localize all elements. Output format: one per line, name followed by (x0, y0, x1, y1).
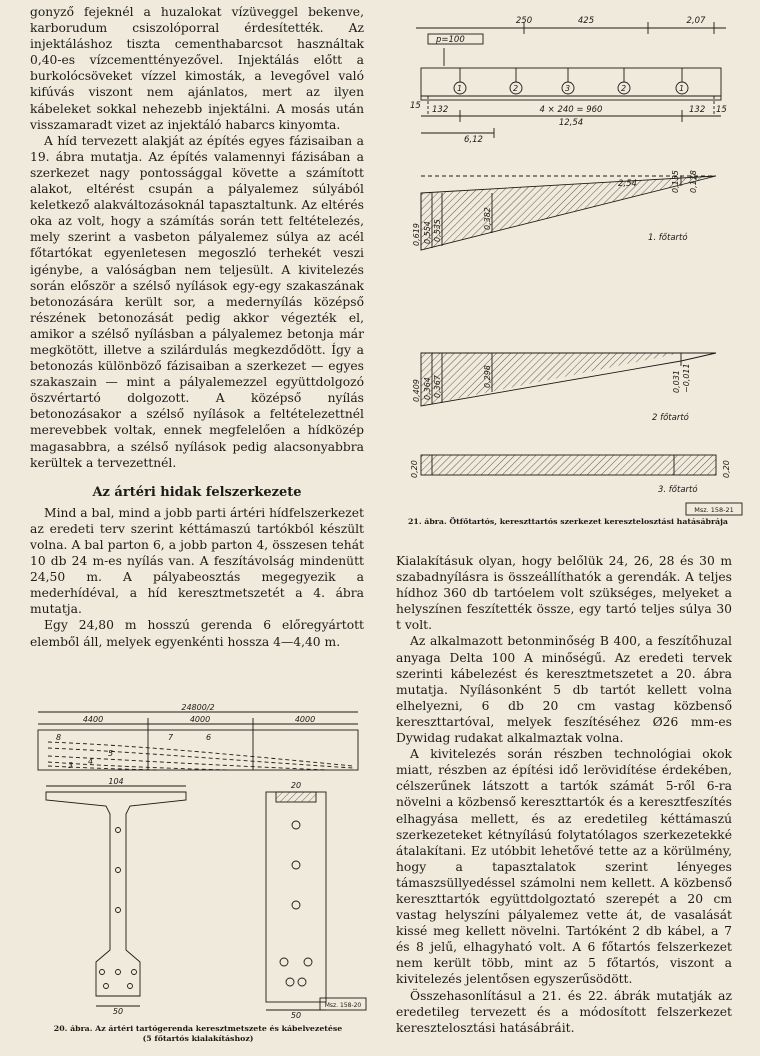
paragraph: gonyző fejeknél a huzalokat vízüveggel bekenve, karborudum csiszolóporral érdesítették. Az injektáláshoz tiszta cementhabarcsot használtak 0,40-es vízcementtényezővel. Injektálás előtt a burkolócsöveket vízzel kimosták, a levegővel való kifúvás viszont nem ajánlatos, mert az ilyen kábeleket sokkal nehezebb injektálni. A mosás után visszamaradt vizet az injektáló habarcs kinyomta. (30, 5, 364, 132)
ordinate-label: 0,409 (412, 379, 421, 402)
cable-number: 7 (168, 733, 174, 742)
cable-number: 3 (68, 761, 74, 770)
figure-stamp: Msz. 158-20 (324, 1002, 362, 1009)
section-heading: Az ártéri hidak felszerkezete (92, 484, 302, 500)
dim-label: 15 (410, 101, 421, 111)
ordinate-label: 0,178 (689, 170, 698, 193)
girder-label: 3. főtartó (658, 485, 698, 495)
cable-number: 8 (56, 733, 62, 742)
dim-label: 6,12 (464, 135, 483, 145)
dim-label: 12,54 (558, 118, 584, 128)
paragraph: A kivitelezés során részben technológiai okok miatt, részben az építési idő lerövidítése érdekében, célszerűnek látszott a tartók számát 5-ről 6-ra növelni a közbenső kereszttartók és a keresztfeszítés elhagyása mellett, és az eredetileg kéttámaszú szerkezeteket kétnyílású folytatólagos szerkezetekké átalakítani. Ez utóbbit lehetővé tette az a körülmény, hogy a tapasztalatok szerint lényeges támaszsüllyedéssel számolni nem kellett. A közbenső kereszttartók együttdolgoztató szerepét a 20 cm vastag helyszíni pályalemez vette át, de vasalását kissé meg kellett növelni. Tartóként 2 db kábel, a 7 és 8 jelű, elhagyható volt. A 6 főtartós felszerkezet nem került több, mint az 5 főtartós, viszont a kivitelezés jelentősen egyszerűsödött. (396, 747, 732, 987)
ordinate-label: 0,031 (672, 370, 681, 393)
paragraph: A híd tervezett alakját az építés egyes fázisaiban a 19. ábra mutatja. Az építés valamennyi fázisában a szerkezet nagy pontossággal követte a számított alakot, eltérést csupán a pályalemez súlyából keletkező alakváltozásoknál tapasztaltunk. Az eltérés oka az volt, hogy a számítás során tett feltételezés, mely szerint a vasbeton pályalemez súlya az acél főtartókat egyenletesen megoszló terhekét veszi igénybe, a valóságban nem teljesült. A kivitelezés során először a szélső nyílások egy-egy szakaszának betonozására került sor, a medernyílás középső részének betonozását pedig akkor végezték el, amikor a szélső nyílásban a pályalemez betonja már megkötött, illetve a szilárdulás megkezdődött. Így a betonozás különböző fázisaiban a szerkezet — egyes szakaszain — mint a pályalemezzel együttdolgozó öszvértartó dolgozott. A középső nyílás betonozásakor a szélső nyílások a feltételezettnél merevebbek voltak, ennek megfelelően a hídközép magasabbra, a szélső nyílások pedig alacsonyabbra kerültek a tervezettnél. (30, 133, 364, 470)
left-text-column (30, 4, 364, 650)
paragraph: Mind a bal, mind a jobb parti ártéri hídfelszerkezet az eredeti terv szerint kéttámaszú tartókból készült volna. A bal parton 6, a jobb parton 4, összesen tehát 10 db 24 m-es nyílás van. A feszítávolság mindenütt 24,50 m. A pályabeosztás megegyezik a mederhídéval, a híd keresztmetszetét a 4. ábra mutatja. (30, 505, 364, 617)
ordinate-label: 0,367 (433, 375, 442, 398)
paragraph: Az alkalmazott betonminőség B 400, a feszítőhuzal anyaga Delta 100 A minőségű. Az eredeti tervek szerinti kábelezést és keresztmetszetet a 20. ábra mutatja. Nyílásonként 5 db tartót kellett volna elhelyezni, 6 db 20 cm vastag közbenső kereszttartóval, melyek feszítéséhez Ø26 mm-es Dywidag rudakat alkalmaztak volna. (396, 634, 732, 746)
figure-21-caption: 21. ábra. Ötfőtartós, kereszttartós szerkezet keresztelosztási hatásábrája (408, 517, 728, 526)
dim-label: 20 (290, 781, 302, 790)
node-label: 2 (513, 84, 519, 93)
ordinate-label: 0,135 (671, 170, 680, 193)
figure-20-diagram (28, 700, 368, 1018)
ordinate-label: 0,619 (412, 223, 421, 246)
right-text-column (396, 553, 732, 1036)
ordinate-label: 2,54 (618, 179, 637, 189)
ordinate-label: 0,20 (722, 460, 731, 478)
dim-label: 132 (432, 105, 449, 115)
girder-label: 2 főtartó (652, 413, 689, 423)
node-label: 3 (565, 84, 571, 93)
paragraph: Egy 24,80 m hosszú gerenda 6 előregyártott elemből áll, melyek egyenkénti hossza 4—4,40 m. (30, 618, 364, 649)
ordinate-label: −0,011 (682, 363, 691, 393)
dim-label: 425 (577, 16, 595, 26)
figure-stamp: Msz. 158-21 (694, 506, 734, 514)
ordinate-label: 0,20 (410, 460, 419, 478)
ordinate-label: 0,535 (433, 219, 442, 242)
dim-label: 4000 (294, 715, 316, 724)
ordinate-label: 0,298 (483, 365, 492, 388)
dim-label: 4400 (82, 715, 104, 724)
dim-label: 4000 (189, 715, 211, 724)
dim-label: 2,07 (686, 16, 706, 26)
dim-label: 4 × 240 = 960 (539, 105, 603, 115)
cable-number: 5 (108, 749, 114, 758)
node-label: 1 (457, 84, 463, 93)
ordinate-label: 0,364 (423, 377, 432, 400)
cable-number: 6 (206, 733, 212, 742)
dim-label: 50 (290, 1011, 302, 1018)
cable-number: 4 (88, 757, 94, 766)
ordinate-label: 0,554 (423, 221, 432, 244)
dim-label: 15 (716, 105, 727, 115)
dim-label: 250 (515, 16, 533, 26)
girder-label: 1. főtartó (648, 233, 688, 243)
dim-label: 132 (689, 105, 706, 115)
load-label: p=100 (436, 35, 465, 45)
figure-20-caption (28, 1024, 368, 1044)
paragraph: Összehasonlításul a 21. és 22. ábrák mutatják az eredetileg tervezett és a módosított felszerkezet keresztelosztási hatásábráit. (396, 988, 732, 1035)
dim-label: 104 (108, 777, 124, 786)
caption-line: (5 főtartós kialakításhoz) (142, 1034, 254, 1043)
figure-21-diagram (396, 8, 746, 523)
dim-label: 50 (112, 1007, 124, 1016)
node-label: 1 (679, 84, 685, 93)
paragraph: Kialakításuk olyan, hogy belőlük 24, 26, 28 és 30 m szabadnyílásra is összeállíthatók a gerendák. A teljes hídhoz 360 db tartóelem volt szükséges, melyeket a helyszínen feszítették össze, egy tartó teljes súlya 30 t volt. (396, 554, 732, 633)
node-label: 2 (621, 84, 627, 93)
ordinate-label: 0,382 (483, 207, 492, 230)
caption-line: 20. ábra. Az ártéri tartógerenda keresztmetszete és kábelvezetése (53, 1024, 343, 1033)
dim-label: 24800/2 (181, 703, 215, 712)
